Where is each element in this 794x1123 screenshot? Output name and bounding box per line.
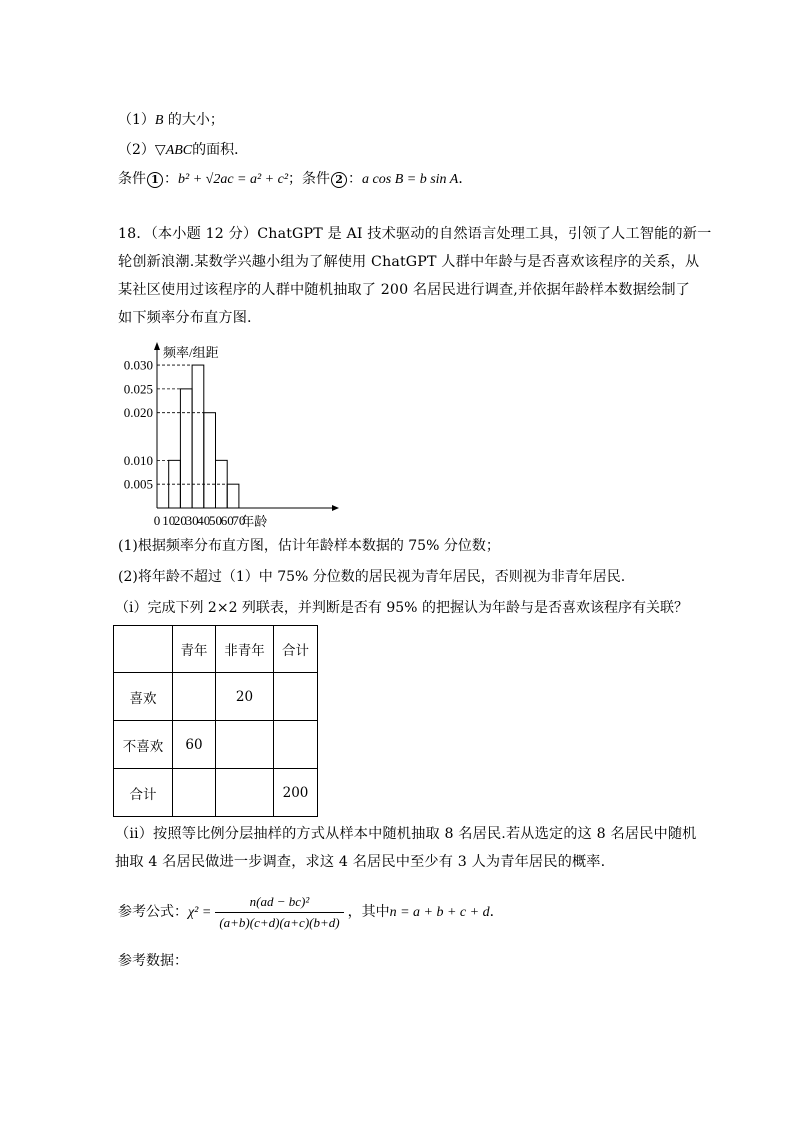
- table-cell: [216, 769, 274, 817]
- circled-2: 2: [331, 172, 347, 188]
- y-axis-arrow: [154, 342, 160, 350]
- q18-intro-line: 轮创新浪潮.某数学兴趣小组为了解使用 ChatGPT 人群中年龄与是否喜欢该程序的关系，从: [118, 254, 700, 270]
- table-header-cell: [114, 626, 173, 673]
- q18-sub2ii: [115, 820, 697, 876]
- q18-intro-line: 如下频率分布直方图.: [118, 310, 252, 326]
- condition-2-formula: a cos B = b sin A: [362, 172, 459, 187]
- x-tick-label: 20: [173, 513, 187, 528]
- table-cell: 合计: [114, 769, 173, 817]
- q18-intro-line: 某社区使用过该程序的人群中随机抽取了 200 名居民进行调查,并依据年龄样本数据绘制了: [118, 282, 690, 298]
- reference-data-label: 参考数据：: [118, 953, 188, 969]
- reference-formula: 参考公式：χ² = $\frac{\text{n(ad − bc)²}}{(a+b)(c+d)(a+c)(b+d)}$ ，其中n = a + b + c + d．: [118, 893, 504, 930]
- chi-square-fraction: [215, 893, 343, 932]
- x-axis-title: 年龄: [241, 514, 268, 529]
- triangle-abc: ▽ABC: [154, 143, 193, 158]
- condition-1-formula: b² + √2ac = a² + c²: [178, 172, 289, 187]
- q18-sub2ii-line: 抽取 4 名居民做进一步调查，求这 4 名居民中至少有 3 人为青年居民的概率.: [115, 854, 606, 870]
- y-tick-label: 0.010: [123, 452, 153, 468]
- table-header-cell: 青年: [173, 626, 216, 673]
- q18-intro: [118, 220, 712, 332]
- var-b: B: [154, 113, 164, 128]
- q18-sub2ii-line: （ii）按照等比例分层抽样的方式从样本中随机抽取 8 名居民.若从选定的这 8 名居民中随机: [115, 826, 697, 842]
- q18-sub1: (1)根据频率分布直方图，估计年龄样本数据的 75% 分位数；: [118, 538, 500, 554]
- table-header-cell: 非青年: [216, 626, 274, 673]
- q18-sub2i: （i）完成下列 2×2 列联表，并判断是否有 95% 的把握认为年龄与是否喜欢该程序有关联？: [115, 600, 688, 616]
- n-definition: n = a + b + c + d: [389, 905, 490, 920]
- table-row: [114, 673, 318, 721]
- histogram-bar: [204, 413, 216, 508]
- fraction-denominator: (a+b)(c+d)(a+c)(b+d): [219, 914, 340, 930]
- table-row: [114, 769, 318, 817]
- y-tick-label: 0.020: [123, 405, 153, 421]
- table-row: [114, 721, 318, 769]
- frequency-histogram: [115, 342, 355, 532]
- table-cell: [274, 673, 318, 721]
- q17-part2: （2）▽ABC的面积．: [118, 142, 249, 158]
- x-origin-label: 0: [153, 513, 161, 528]
- table-cell: [216, 721, 274, 769]
- table-cell: [274, 721, 318, 769]
- table-cell: 喜欢: [114, 673, 173, 721]
- table-cell: 不喜欢: [114, 721, 173, 769]
- histogram-bar: [192, 365, 204, 508]
- table-cell: 20: [216, 673, 274, 721]
- contingency-table: [113, 625, 318, 817]
- y-tick-label: 0.025: [123, 381, 153, 397]
- y-axis-title: 频率/组距: [163, 345, 219, 360]
- table-header-cell: 合计: [274, 626, 318, 673]
- q18-sub2: (2)将年龄不超过（1）中 75% 分位数的居民视为青年居民，否则视为非青年居民.: [118, 569, 626, 585]
- q17-part1: （1）B 的大小；: [118, 112, 224, 128]
- q17-conditions: 条件 1 ：b² + √2ac = a² + c²；条件 2 ：a cos B = b sin A．: [118, 171, 473, 187]
- x-axis-arrow: [332, 505, 339, 511]
- y-tick-label: 0.005: [123, 476, 153, 492]
- q18-intro-line: 18．（本小题 12 分）ChatGPT 是 AI 技术驱动的自然语言处理工具，引领了人工智能的新一: [118, 226, 712, 242]
- x-tick-label: 30: [185, 513, 199, 528]
- x-tick-label: 10: [162, 513, 176, 528]
- table-cell: 60: [173, 721, 216, 769]
- chi-square-lhs: χ² =: [188, 905, 212, 920]
- table-cell: [173, 673, 216, 721]
- histogram-bar: [227, 484, 239, 508]
- table-cell: 200: [274, 769, 318, 817]
- x-tick-label: 70: [232, 513, 246, 528]
- fraction-numerator: n(ad − bc)²: [215, 893, 343, 913]
- table-header-row: [114, 626, 318, 673]
- circled-1: 1: [147, 172, 163, 188]
- x-tick-label: 50: [209, 513, 222, 528]
- x-tick-label: 60: [220, 513, 234, 528]
- table-cell: [173, 769, 216, 817]
- x-tick-label: 40: [197, 513, 211, 528]
- y-tick-label: 0.030: [123, 357, 153, 373]
- histogram-bar: [180, 389, 192, 508]
